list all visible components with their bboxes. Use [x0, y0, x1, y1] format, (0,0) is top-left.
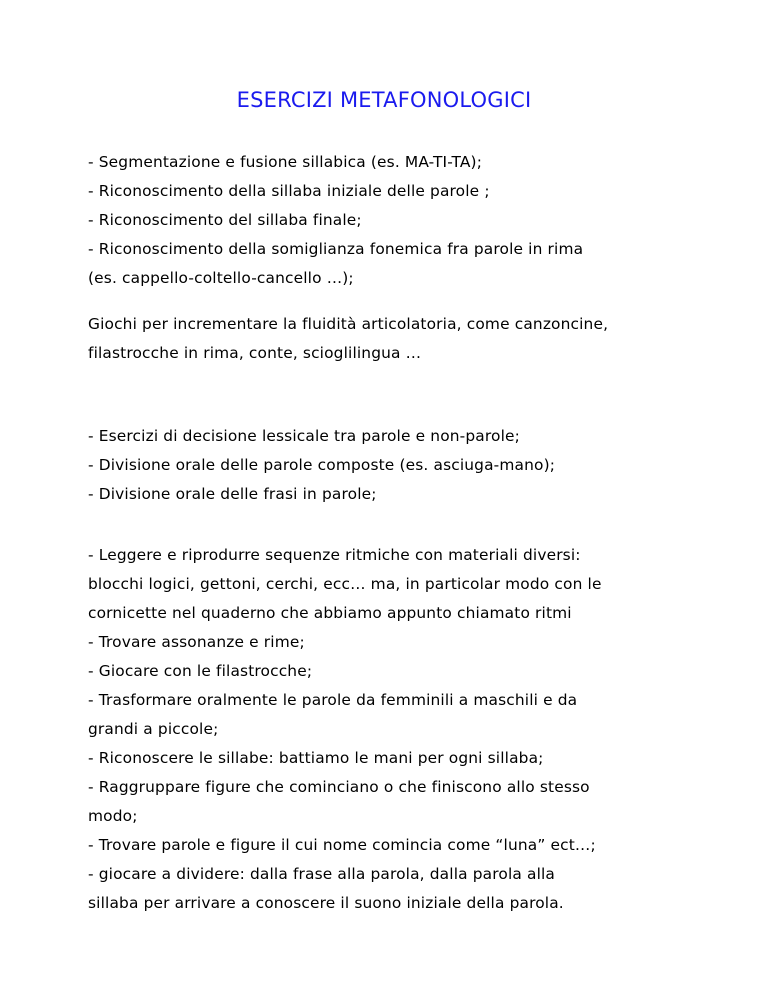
text-line: - Divisione orale delle frasi in parole;	[88, 485, 377, 503]
paragraph-games	[88, 310, 688, 368]
document-title: ESERCIZI METAFONOLOGICI	[236, 88, 532, 112]
exercise-list-1	[88, 148, 688, 293]
text-line: - Trovare assonanze e rime;	[88, 633, 305, 651]
text-line: Giochi per incrementare la fluidità articolatoria, come canzoncine,	[88, 315, 609, 333]
text-line: - Raggruppare figure che cominciano o che finiscono allo stesso	[88, 778, 590, 796]
text-line: (es. cappello-coltello-cancello …);	[88, 269, 354, 287]
text-line: modo;	[88, 807, 138, 825]
text-line: - Segmentazione e fusione sillabica (es. MA-TI-TA);	[88, 153, 483, 171]
text-line: grandi a piccole;	[88, 720, 219, 738]
text-line: cornicette nel quaderno che abbiamo appunto chiamato ritmi	[88, 604, 572, 622]
text-line: - Trasformare oralmente le parole da femminili a maschili e da	[88, 691, 578, 709]
text-line: blocchi logici, gettoni, cerchi, ecc… ma, in particolar modo con le	[88, 575, 602, 593]
exercise-list-2	[88, 422, 688, 509]
text-line: sillaba per arrivare a conoscere il suono iniziale della parola.	[88, 894, 564, 912]
text-line: - Giocare con le filastrocche;	[88, 662, 313, 680]
text-line: - Leggere e riprodurre sequenze ritmiche con materiali diversi:	[88, 546, 581, 564]
text-line: - Divisione orale delle parole composte (es. asciuga-mano);	[88, 456, 556, 474]
text-line: filastrocche in rima, conte, scioglilingua …	[88, 344, 422, 362]
text-line: - Riconoscimento del sillaba finale;	[88, 211, 362, 229]
text-line: - Trovare parole e figure il cui nome comincia come “luna” ect…;	[88, 836, 596, 854]
text-line: - Esercizi di decisione lessicale tra parole e non-parole;	[88, 427, 520, 445]
text-line: - Riconoscimento della somiglianza fonemica fra parole in rima	[88, 240, 584, 258]
exercise-list-3	[88, 541, 688, 918]
text-line: - Riconoscimento della sillaba iniziale delle parole ;	[88, 182, 490, 200]
text-line: - giocare a dividere: dalla frase alla parola, dalla parola alla	[88, 865, 556, 883]
text-line: - Riconoscere le sillabe: battiamo le mani per ogni sillaba;	[88, 749, 544, 767]
